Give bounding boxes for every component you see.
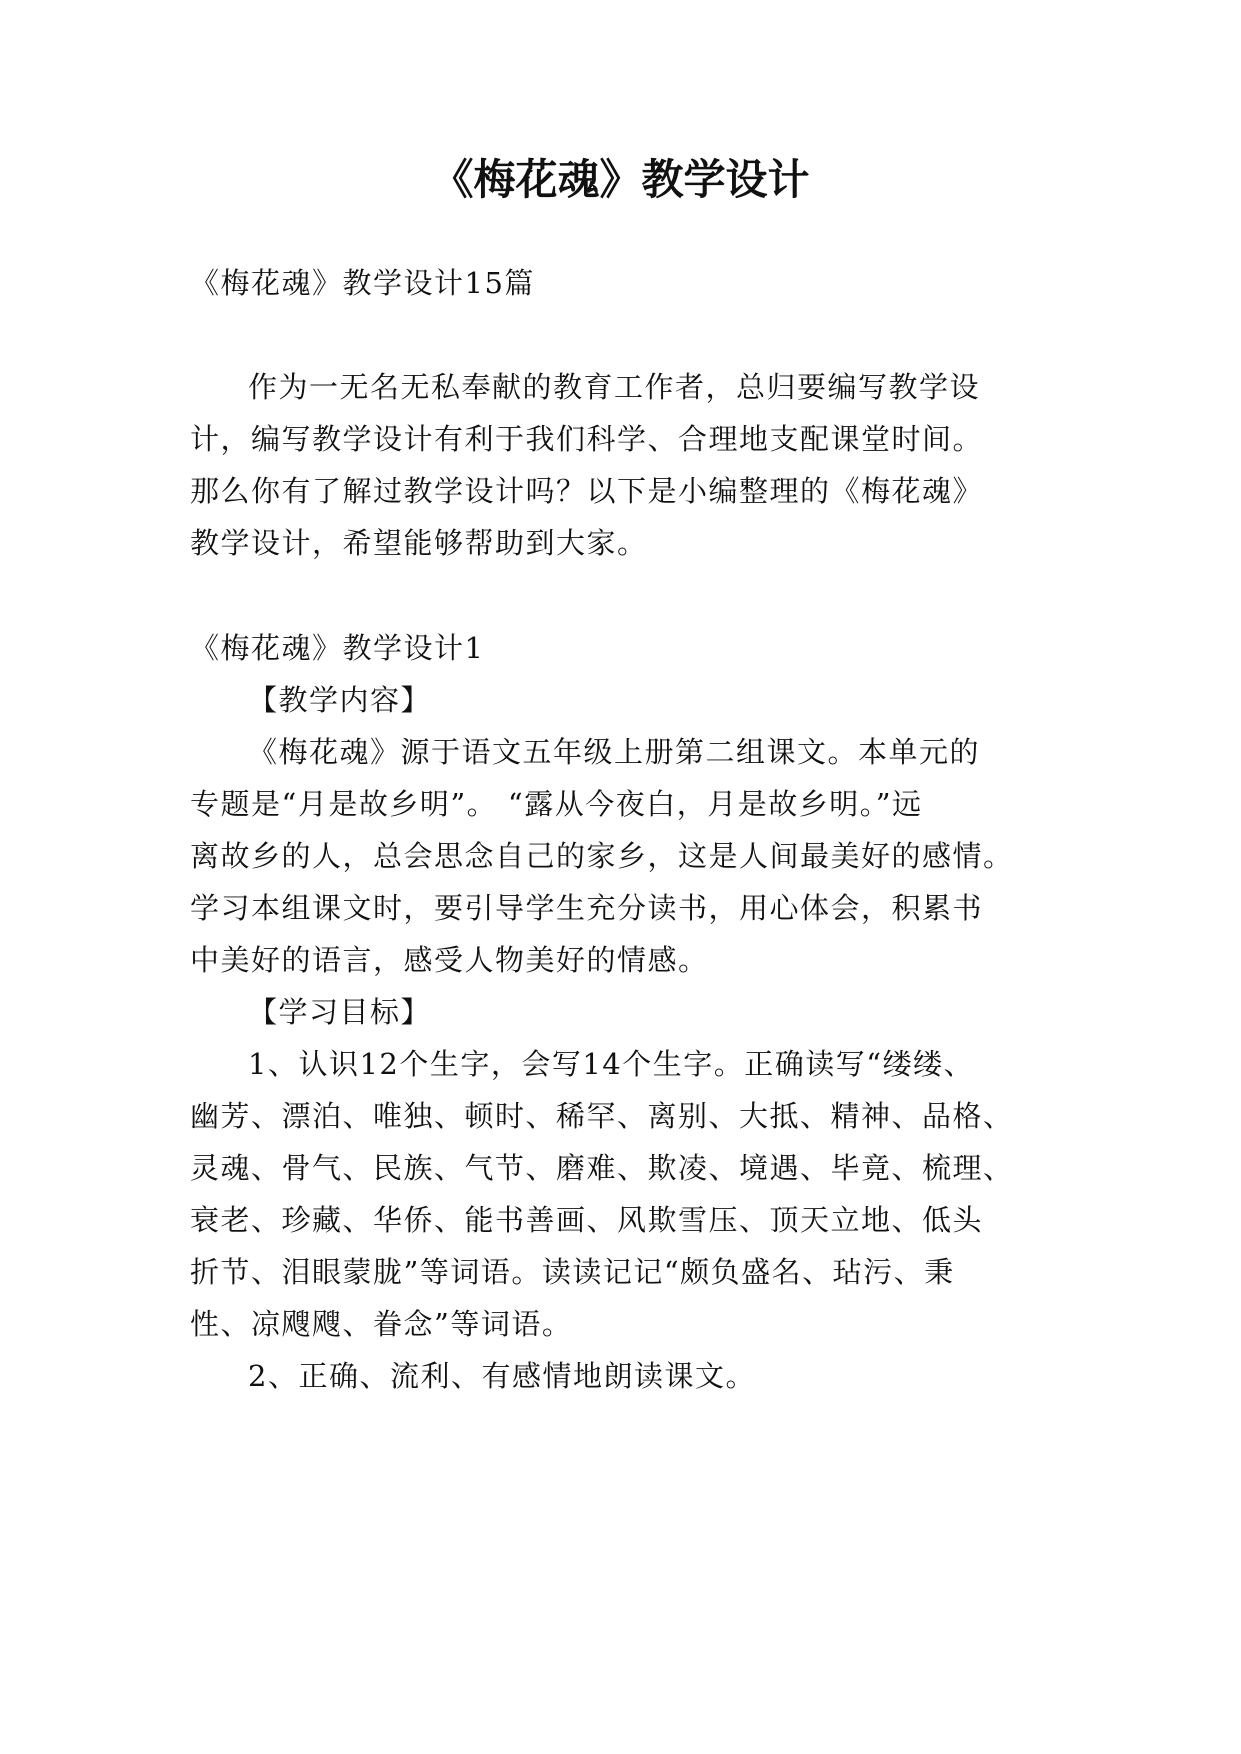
intro-line: 作为一无名无私奉献的教育工作者，总归要编写教学设 (248, 370, 981, 404)
content-label: 【教学内容】 (248, 683, 432, 717)
goals-label: 【学习目标】 (248, 995, 432, 1029)
intro-line: 教学设计，希望能够帮助到大家。 (190, 526, 648, 560)
content-line: 离故乡的人，总会思念自己的家乡，这是人间最美好的感情。 (190, 839, 1014, 873)
goal-line: 1、认识12个生字，会写14个生字。正确读写“缕缕、 (248, 1047, 975, 1081)
content-line: 中美好的语言，感受人物美好的情感。 (190, 943, 709, 977)
goal-line: 2、正确、流利、有感情地朗读课文。 (248, 1359, 756, 1393)
document-subtitle: 《梅花魂》教学设计15篇 (190, 266, 535, 300)
intro-line: 那么你有了解过教学设计吗？以下是小编整理的《梅花魂》 (190, 474, 984, 508)
intro-line: 计，编写教学设计有利于我们科学、合理地支配课堂时间。 (190, 422, 984, 456)
content-line: 《梅花魂》源于语文五年级上册第二组课文。本单元的 (248, 735, 981, 769)
goal-line: 衰老、珍藏、华侨、能书善画、风欺雪压、顶天立地、低头 (190, 1203, 984, 1237)
goal-line: 幽芳、漂泊、唯独、顿时、稀罕、离别、大抵、精神、品格、 (190, 1099, 1014, 1133)
goal-line: 折节、泪眼蒙胧”等词语。读读记记“颇负盛名、玷污、秉 (190, 1255, 955, 1289)
goal-line: 灵魂、骨气、民族、气节、磨难、欺凌、境遇、毕竟、梳理、 (190, 1151, 1014, 1185)
content-line: 专题是“月是故乡明”。 “露从今夜白，月是故乡明。”远 (190, 787, 923, 821)
document-title: 《梅花魂》教学设计 (431, 155, 810, 204)
content-line: 学习本组课文时，要引导学生充分读书，用心体会，积累书 (190, 891, 984, 925)
goal-line: 性、凉飕飕、眷念”等词语。 (190, 1307, 573, 1341)
section-heading: 《梅花魂》教学设计1 (190, 631, 485, 665)
